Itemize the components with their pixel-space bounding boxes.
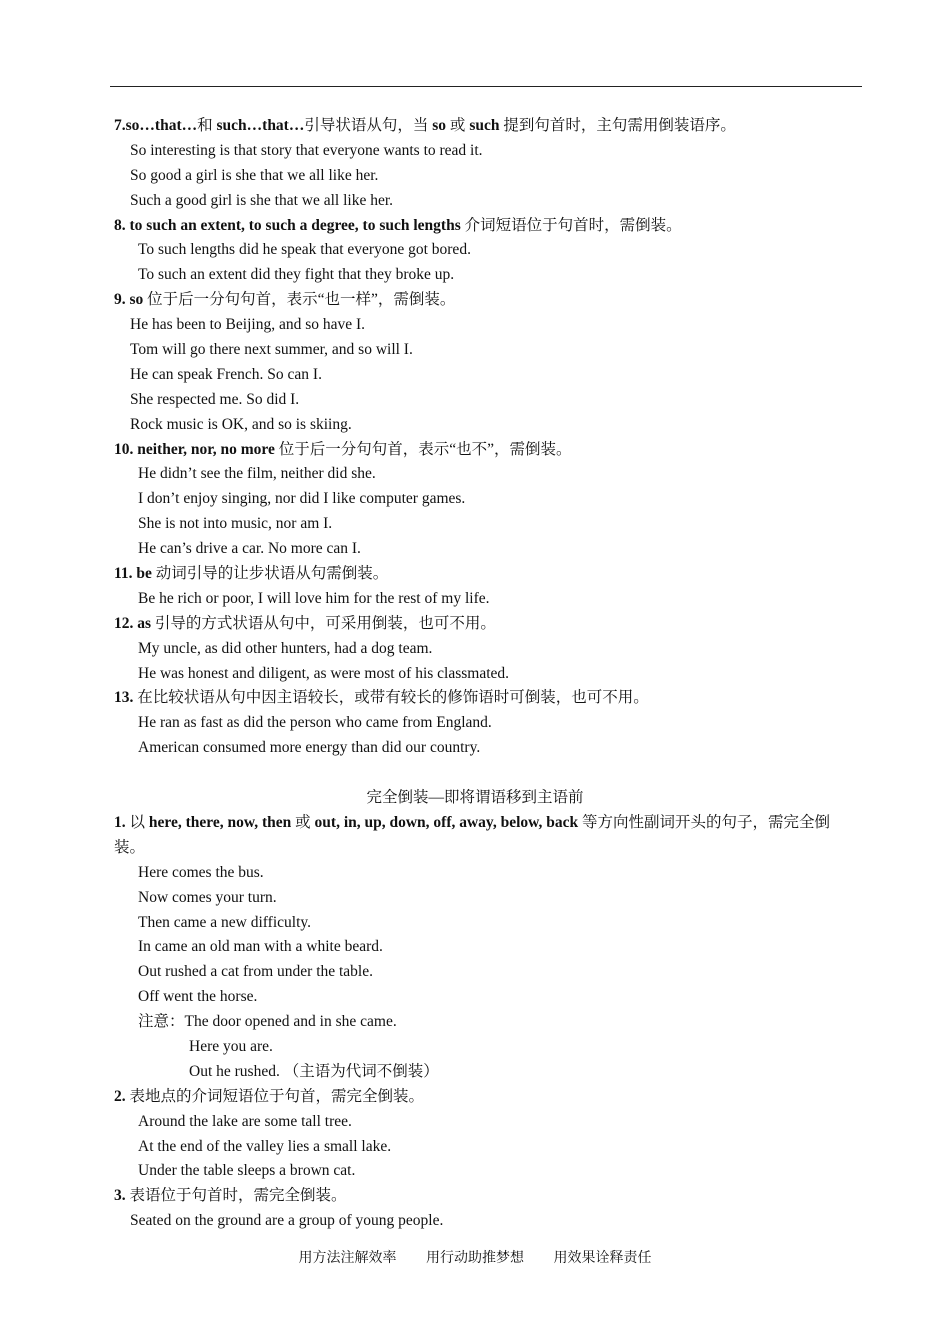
example-sentence: Such a good girl is she that we all like her. [130,191,394,209]
item-11-heading: 11. be 动词引导的让步状语从句需倒装。 [114,565,389,583]
page-footer [0,1247,950,1267]
example-sentence: So interesting is that story that everyone wants to read it. [130,141,483,159]
example-sentence: He has been to Beijing, and so have I. [130,316,366,334]
example-sentence: To such lengths did he speak that everyone got bored. [138,241,471,259]
item-7-heading: 7.so…that…和 such…that…引导状语从句，当 so 或 such 提到句首时，主句需用倒装语序。 [114,117,736,134]
note-label: 注意： [138,1013,185,1031]
example-sentence: He can’s drive a car. No more can I. [138,540,361,558]
note-line: Out he rushed. （主语为代词不倒装） [189,1062,439,1080]
item-12-heading: 12. as 引导的方式状语从句中，可采用倒装，也可不用。 [114,614,496,632]
example-sentence: Off went the horse. [138,988,258,1006]
item-10-heading: 10. neither, nor, no more 位于后一分句句首，表示“也不”，需倒装。 [114,440,572,458]
example-sentence: At the end of the valley lies a small lake. [138,1137,392,1155]
example-sentence: Then came a new difficulty. [138,913,312,931]
note-line: 注意：The door opened and in she came. [138,1013,397,1031]
example-sentence: He didn’t see the film, neither did she. [138,465,376,483]
example-sentence: Under the table sleeps a brown cat. [138,1162,356,1180]
example-sentence: To such an extent did they fight that they broke up. [138,266,455,284]
example-sentence: He was honest and diligent, as were most of his classmated. [138,664,510,682]
example-sentence: Be he rich or poor, I will love him for the rest of my life. [138,589,490,607]
example-sentence: He ran as fast as did the person who came from England. [138,714,492,732]
item-13-heading: 13. 在比较状语从句中因主语较长，或带有较长的修饰语时可倒装，也可不用。 [114,689,649,707]
item-8-heading: 8. to such an extent, to such a degree, to such lengths 介词短语位于句首时，需倒装。 [114,216,682,234]
footer-slogan: 用行动助推梦想 [426,1251,524,1266]
example-sentence: Here comes the bus. [138,863,264,881]
header-rule [110,86,862,87]
spacer [0,761,950,786]
section-title: 完全倒装—即将谓语移到主语前 [366,789,584,807]
point-3-heading: 3. 表语位于句首时，需完全倒装。 [114,1187,347,1205]
item-9-heading: 9. so 位于后一分句句首，表示“也一样”，需倒装。 [114,291,456,309]
footer-slogan: 用效果诠释责任 [553,1251,652,1266]
example-sentence: Rock music is OK, and so is skiing. [130,415,352,433]
footer-slogan: 用方法注解效率 [298,1251,397,1266]
example-sentence: He can speak French. So can I. [130,365,322,383]
point-1-heading: 1. 以 here, there, now, then 或 out, in, up, down, off, away, below, back 等方向性副词开头的句子，需完全倒装。 [114,813,830,856]
example-sentence: In came an old man with a white beard. [138,938,383,956]
example-sentence: Seated on the ground are a group of young people. [130,1212,444,1230]
example-sentence: She respected me. So did I. [130,390,300,408]
example-sentence: Out rushed a cat from under the table. [138,963,373,981]
example-sentence: Now comes your turn. [138,888,277,906]
example-sentence: My uncle, as did other hunters, had a dog team. [138,639,433,657]
example-sentence: She is not into music, nor am I. [138,515,333,533]
note-line: Here you are. [189,1037,273,1055]
example-sentence: Tom will go there next summer, and so will I. [130,341,413,359]
example-sentence: American consumed more energy than did our country. [138,739,481,757]
example-sentence: Around the lake are some tall tree. [138,1112,352,1130]
example-sentence: I don’t enjoy singing, nor did I like computer games. [138,490,466,508]
point-2-heading: 2. 表地点的介词短语位于句首，需完全倒装。 [114,1087,425,1105]
document-body [0,114,950,1234]
example-sentence: So good a girl is she that we all like her. [130,166,379,184]
